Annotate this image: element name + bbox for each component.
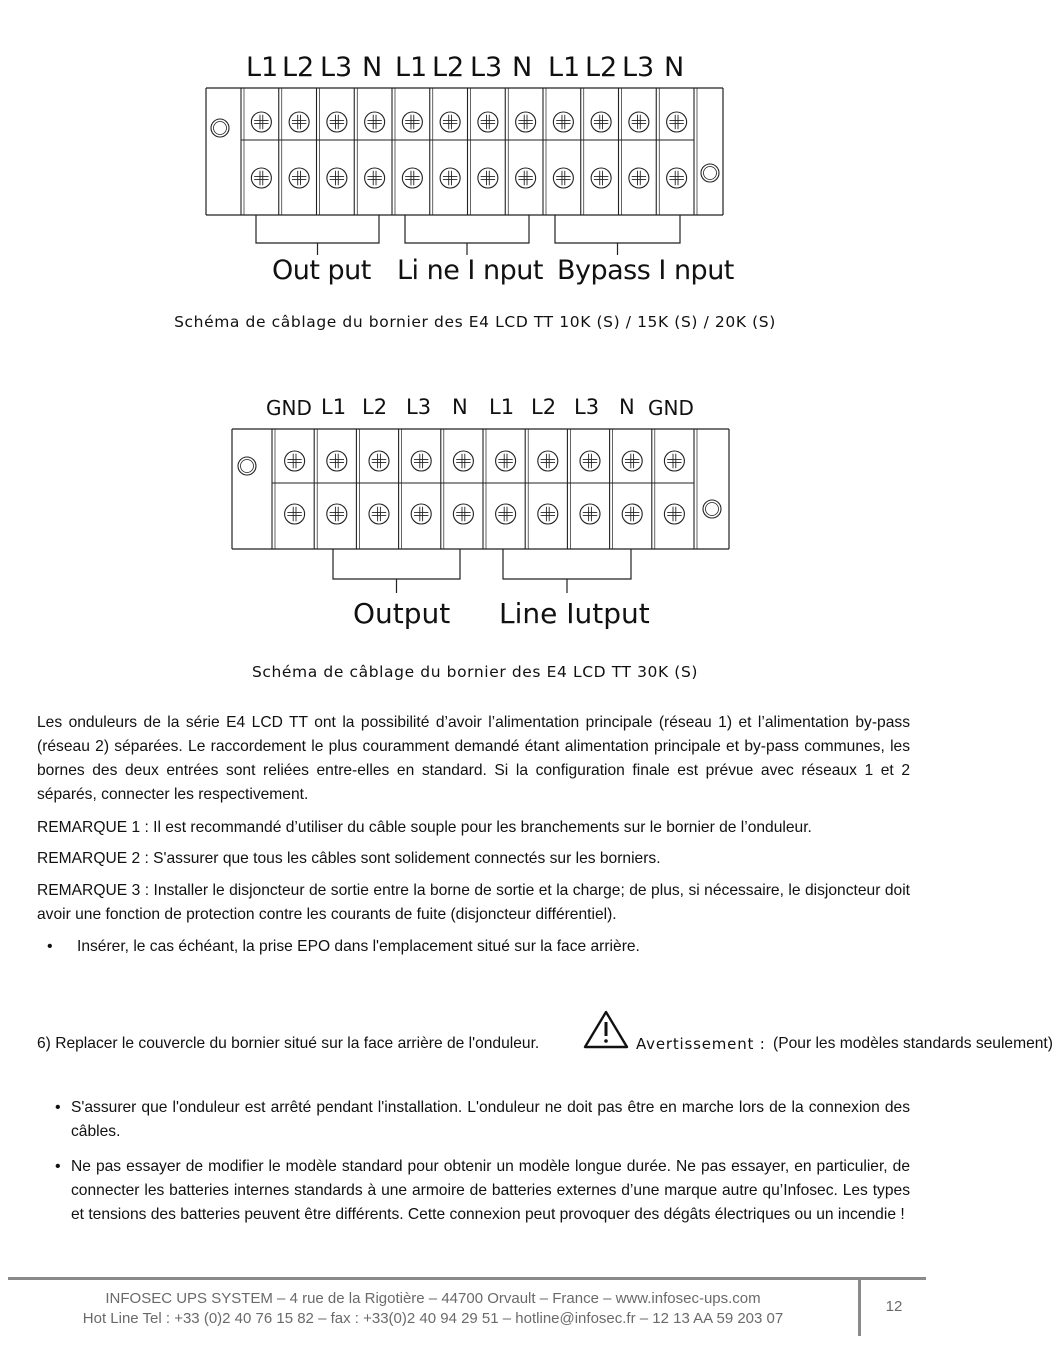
terminal-label: L1 [395, 52, 428, 83]
bullet-icon: • [55, 1158, 61, 1175]
terminal-label: L1 [246, 52, 279, 83]
screw-icon [453, 451, 473, 471]
screw-icon [453, 504, 473, 524]
terminal-label: L3 [622, 52, 655, 83]
remark-1: REMARQUE 1 : Il est recommandé d’utiliser du câble souple pour les branchements sur le bornier de l’onduleur. [37, 819, 812, 836]
group-bracket [333, 549, 460, 593]
group-label-output: Output [353, 597, 451, 630]
terminal-label: GND [648, 396, 694, 420]
step-6-text: 6) Replacer le couvercle du bornier situé sur la face arrière de l'onduleur. [37, 1035, 540, 1052]
footer-address: INFOSEC UPS SYSTEM – 4 rue de la Rigotière – 44700 Orvault – France – www.infosec-ups.com [105, 1290, 761, 1307]
screw-icon [285, 504, 305, 524]
remark-2: REMARQUE 2 : S'assurer que tous les câbles sont solidement connectés sur les borniers. [37, 850, 661, 867]
mounting-hole-icon [706, 503, 719, 516]
terminal-label: N [664, 52, 685, 83]
diagram-caption: Schéma de câblage du bornier des E4 LCD TT 10K (S) / 15K (S) / 20K (S) [174, 313, 776, 331]
terminal-label: L2 [362, 395, 388, 419]
mounting-hole-icon [241, 460, 254, 473]
terminal-label: N [512, 52, 533, 83]
diagram-caption: Schéma de câblage du bornier des E4 LCD TT 30K (S) [251, 663, 699, 681]
group-bracket [503, 549, 631, 593]
bullet-icon: • [55, 1099, 61, 1116]
warning-label: Avertissement : [636, 1035, 766, 1053]
warning-bullet-2: Ne pas essayer de modifier le modèle standard pour obtenir un modèle longue durée. Ne pas essayer, en particulier, de connecter les batteries internes standards à une armoire de batteries externes d’une marque autre qu’Infosec. Les types et tensions des batteries peuvent être différents. Cette connexion peut provoquer des dégâts électriques ou un incendie ! [71, 1158, 910, 1223]
terminal-label: L2 [531, 395, 557, 419]
terminal-label: L2 [432, 52, 465, 83]
step-6-note [773, 1032, 1053, 1056]
epo-bullet-text: Insérer, le cas échéant, la prise EPO dans l'emplacement situé sur la face arrière. [77, 938, 640, 955]
screw-icon [580, 504, 600, 524]
screw-icon [622, 451, 642, 471]
screw-icon [664, 504, 684, 524]
intro-paragraph: Les onduleurs de la série E4 LCD TT ont la possibilité d’avoir l’alimentation principale (réseau 1) et l’alimentation by-pass (réseau 2) séparées. Le raccordement le plus couramment demandé étant alimentation principale et by-pass communes, les bornes des deux entrées sont reliées entre-elles en standard. Si la configuration finale est prévue avec réseaux 1 et 2 séparés, connecter les respectivement. [37, 714, 910, 803]
group-label-output: Out put [272, 255, 371, 286]
group-label-bypass-input: Bypass I nput [557, 255, 734, 286]
terminal-label: L2 [585, 52, 618, 83]
footer-page-separator [858, 1279, 861, 1336]
screw-icon [411, 504, 431, 524]
screw-icon [496, 504, 516, 524]
screw-icon [664, 451, 684, 471]
screw-icon [580, 451, 600, 471]
terminal-label: N [452, 395, 468, 419]
step-6-note-text: (Pour les modèles standards seulement) [773, 1035, 1053, 1052]
screw-icon [538, 451, 558, 471]
terminal-block-drawing [0, 0, 950, 640]
terminal-label: L3 [470, 52, 503, 83]
remark-3: REMARQUE 3 : Installer le disjoncteur de sortie entre la borne de sortie et la charge; de plus, si nécessaire, le disjoncteur doit avoir une fonction de protection contre les courants de fuite (disjoncteur différentiel). [37, 882, 910, 923]
terminal-label: L1 [489, 395, 515, 419]
screw-icon [327, 451, 347, 471]
terminal-label: L3 [320, 52, 353, 83]
terminal-label: L3 [574, 395, 600, 419]
terminal-label: GND [266, 396, 312, 420]
footer-divider [8, 1277, 926, 1280]
terminal-label: N [619, 395, 635, 419]
screw-icon [411, 451, 431, 471]
group-label-line-input: Line Iutput [499, 597, 650, 630]
terminal-label: L1 [548, 52, 581, 83]
screw-icon [622, 504, 642, 524]
screw-icon [327, 504, 347, 524]
page-number: 12 [885, 1298, 903, 1315]
terminal-label: L1 [321, 395, 347, 419]
screw-icon [285, 451, 305, 471]
terminal-label: L3 [406, 395, 432, 419]
group-label-line-input: Li ne I nput [397, 255, 543, 286]
terminal-label: L2 [282, 52, 315, 83]
screw-icon [369, 504, 389, 524]
terminal-label: N [362, 52, 383, 83]
footer-contact: Hot Line Tel : +33 (0)2 40 76 15 82 – fax : +33(0)2 40 94 29 51 – hotline@infosec.fr – 12 13 AA 59 203 07 [82, 1310, 784, 1327]
screw-icon [538, 504, 558, 524]
screw-icon [496, 451, 516, 471]
bullet-icon: • [47, 938, 53, 955]
warning-bullet-1: S'assurer que l'onduleur est arrêté pendant l'installation. L'onduleur ne doit pas être en marche lors de la connexion des câbles. [71, 1099, 910, 1140]
screw-icon [369, 451, 389, 471]
